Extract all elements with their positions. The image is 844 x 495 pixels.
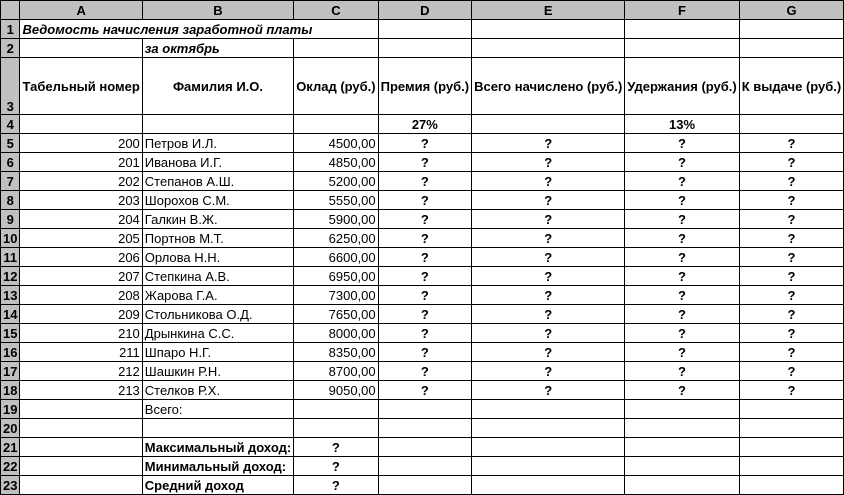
sheet-title-cell[interactable]: Ведомость начисления заработной платы [20,20,378,39]
total-cell[interactable]: ? [472,324,625,343]
salary-cell[interactable]: 4500,00 [294,134,378,153]
salary-cell[interactable]: 5550,00 [294,191,378,210]
cell[interactable] [378,457,471,476]
payout-cell[interactable]: ? [739,381,844,400]
cell[interactable] [739,20,844,39]
tab-number-cell[interactable]: 210 [20,324,142,343]
bonus-cell[interactable]: ? [378,286,471,305]
salary-cell[interactable]: 8000,00 [294,324,378,343]
total-cell[interactable]: ? [472,248,625,267]
salary-cell[interactable]: 9050,00 [294,381,378,400]
cell[interactable] [625,438,739,457]
payout-cell[interactable]: ? [739,210,844,229]
summary-row [1,457,844,476]
row-header[interactable]: 9 [1,210,20,229]
employee-name-cell[interactable]: Орлова Н.Н. [142,248,293,267]
row-header[interactable]: 20 [1,419,20,438]
cell[interactable] [472,20,625,39]
cell[interactable] [625,400,739,419]
cell[interactable] [20,39,142,58]
payout-cell[interactable]: ? [739,229,844,248]
column-header-e[interactable]: E [472,1,625,20]
bonus-cell[interactable]: ? [378,210,471,229]
tab-number-cell[interactable]: 206 [20,248,142,267]
cell[interactable] [739,438,844,457]
row-header[interactable]: 4 [1,115,20,134]
cell[interactable] [378,419,471,438]
cell[interactable] [20,115,142,134]
bonus-cell[interactable]: ? [378,324,471,343]
payout-cell[interactable]: ? [739,248,844,267]
tab-number-cell[interactable]: 212 [20,362,142,381]
salary-cell[interactable]: 6600,00 [294,248,378,267]
bonus-cell[interactable]: ? [378,381,471,400]
row-header[interactable]: 21 [1,438,20,457]
deduction-cell[interactable]: ? [625,134,739,153]
total-label-cell[interactable]: Всего: [142,400,293,419]
bonus-cell[interactable]: ? [378,153,471,172]
deduction-cell[interactable]: ? [625,305,739,324]
employee-name-cell[interactable]: Иванова И.Г. [142,153,293,172]
bonus-cell[interactable]: ? [378,362,471,381]
salary-cell[interactable]: 6950,00 [294,267,378,286]
table-row [1,153,844,172]
cell[interactable] [625,39,739,58]
bonus-cell[interactable]: ? [378,229,471,248]
cell[interactable] [294,115,378,134]
cell[interactable] [472,457,625,476]
employee-name-cell[interactable]: Галкин В.Ж. [142,210,293,229]
bonus-cell[interactable]: ? [378,191,471,210]
payout-cell[interactable]: ? [739,172,844,191]
select-all-corner[interactable] [1,1,20,20]
header-bonus[interactable]: Премия (руб.) [378,58,471,115]
table-row [1,343,844,362]
bonus-cell[interactable]: ? [378,267,471,286]
total-cell[interactable]: ? [472,267,625,286]
tab-number-cell[interactable]: 203 [20,191,142,210]
row-header[interactable]: 15 [1,324,20,343]
row-header[interactable]: 14 [1,305,20,324]
cell[interactable] [625,476,739,495]
deduction-cell[interactable]: ? [625,324,739,343]
row-header[interactable]: 17 [1,362,20,381]
table-row [1,324,844,343]
deduction-cell[interactable]: ? [625,172,739,191]
cell[interactable] [20,476,142,495]
deduction-cell[interactable]: ? [625,343,739,362]
cell[interactable] [739,457,844,476]
row-header[interactable]: 11 [1,248,20,267]
summary-row [1,438,844,457]
row-header[interactable]: 6 [1,153,20,172]
total-cell[interactable]: ? [472,210,625,229]
column-header-b[interactable]: B [142,1,293,20]
bonus-cell[interactable]: ? [378,343,471,362]
cell[interactable] [739,39,844,58]
employee-name-cell[interactable]: Степкина А.В. [142,267,293,286]
cell[interactable] [739,419,844,438]
summary-label-cell[interactable]: Средний доход [142,476,293,495]
cell[interactable] [20,457,142,476]
payout-cell[interactable]: ? [739,153,844,172]
total-cell[interactable]: ? [472,172,625,191]
cell[interactable] [472,476,625,495]
tab-number-cell[interactable]: 205 [20,229,142,248]
payout-cell[interactable]: ? [739,267,844,286]
summary-label-cell[interactable]: Минимальный доход: [142,457,293,476]
deduction-rate-cell[interactable]: 13% [625,115,739,134]
cell[interactable] [472,400,625,419]
payout-cell[interactable]: ? [739,324,844,343]
salary-cell[interactable]: 7650,00 [294,305,378,324]
payout-cell[interactable]: ? [739,305,844,324]
row-header[interactable]: 3 [1,58,20,115]
total-cell[interactable]: ? [472,134,625,153]
summary-row [1,476,844,495]
row-header[interactable]: 5 [1,134,20,153]
column-header-a[interactable]: A [20,1,142,20]
salary-cell[interactable]: 5900,00 [294,210,378,229]
table-row [1,210,844,229]
table-row [1,362,844,381]
employee-name-cell[interactable]: Жарова Г.А. [142,286,293,305]
tab-number-cell[interactable]: 207 [20,267,142,286]
cell[interactable] [142,419,293,438]
table-row [1,381,844,400]
cell[interactable] [739,476,844,495]
deduction-cell[interactable]: ? [625,381,739,400]
bonus-cell[interactable]: ? [378,172,471,191]
summary-value-cell[interactable]: ? [294,476,378,495]
salary-cell[interactable]: 6250,00 [294,229,378,248]
salary-cell[interactable]: 7300,00 [294,286,378,305]
tab-number-cell[interactable]: 202 [20,172,142,191]
table-row [1,134,844,153]
payout-cell[interactable]: ? [739,343,844,362]
cell[interactable] [378,20,471,39]
column-header-g[interactable]: G [739,1,844,20]
tab-number-cell[interactable]: 211 [20,343,142,362]
deduction-cell[interactable]: ? [625,286,739,305]
row-header[interactable]: 18 [1,381,20,400]
table-row [1,172,844,191]
bonus-rate-cell[interactable]: 27% [378,115,471,134]
row-header[interactable]: 19 [1,400,20,419]
cell[interactable] [378,400,471,419]
deduction-cell[interactable]: ? [625,229,739,248]
summary-label-cell[interactable]: Максимальный доход: [142,438,293,457]
cell[interactable] [378,476,471,495]
cell[interactable] [294,419,378,438]
cell[interactable] [625,457,739,476]
total-cell[interactable]: ? [472,191,625,210]
cell[interactable] [472,419,625,438]
header-payout[interactable]: К выдаче (руб.) [739,58,844,115]
employee-name-cell[interactable]: Шпаро Н.Г. [142,343,293,362]
cell[interactable] [472,115,625,134]
cell[interactable] [739,400,844,419]
employee-name-cell[interactable]: Стольникова О.Д. [142,305,293,324]
deduction-cell[interactable]: ? [625,267,739,286]
summary-value-cell[interactable]: ? [294,438,378,457]
tab-number-cell[interactable]: 209 [20,305,142,324]
cell[interactable] [20,438,142,457]
total-cell[interactable]: ? [472,305,625,324]
row-header[interactable]: 22 [1,457,20,476]
payout-cell[interactable]: ? [739,286,844,305]
row-header[interactable]: 7 [1,172,20,191]
employee-name-cell[interactable]: Шашкин Р.Н. [142,362,293,381]
row-header[interactable]: 13 [1,286,20,305]
column-header-f[interactable]: F [625,1,739,20]
total-cell[interactable]: ? [472,381,625,400]
cell[interactable] [739,115,844,134]
cell[interactable] [472,39,625,58]
payout-cell[interactable]: ? [739,362,844,381]
employee-name-cell[interactable]: Степанов А.Ш. [142,172,293,191]
deduction-cell[interactable]: ? [625,248,739,267]
salary-cell[interactable]: 8700,00 [294,362,378,381]
header-total[interactable]: Всего начислено (руб.) [472,58,625,115]
column-header-c[interactable]: C [294,1,378,20]
cell[interactable] [20,400,142,419]
salary-cell[interactable]: 4850,00 [294,153,378,172]
employee-name-cell[interactable]: Портнов М.Т. [142,229,293,248]
cell[interactable] [378,39,471,58]
payout-cell[interactable]: ? [739,191,844,210]
total-cell[interactable]: ? [472,286,625,305]
total-cell[interactable]: ? [472,343,625,362]
bonus-cell[interactable]: ? [378,305,471,324]
cell[interactable] [20,419,142,438]
total-cell[interactable]: ? [472,362,625,381]
row-header[interactable]: 16 [1,343,20,362]
employee-name-cell[interactable]: Петров И.Л. [142,134,293,153]
bonus-cell[interactable]: ? [378,134,471,153]
salary-cell[interactable]: 8350,00 [294,343,378,362]
payout-cell[interactable]: ? [739,134,844,153]
deduction-cell[interactable]: ? [625,191,739,210]
deduction-cell[interactable]: ? [625,362,739,381]
cell[interactable] [378,438,471,457]
column-header-d[interactable]: D [378,1,471,20]
employee-name-cell[interactable]: Стелков Р.Х. [142,381,293,400]
summary-value-cell[interactable]: ? [294,457,378,476]
table-row [1,267,844,286]
row-header[interactable]: 23 [1,476,20,495]
tab-number-cell[interactable]: 204 [20,210,142,229]
deduction-cell[interactable]: ? [625,153,739,172]
cell[interactable] [294,39,378,58]
bonus-cell[interactable]: ? [378,248,471,267]
tab-number-cell[interactable]: 213 [20,381,142,400]
table-row [1,305,844,324]
cell[interactable] [142,115,293,134]
cell[interactable] [625,419,739,438]
row-header[interactable]: 8 [1,191,20,210]
employee-name-cell[interactable]: Шорохов С.М. [142,191,293,210]
table-row [1,248,844,267]
cell[interactable] [294,400,378,419]
deduction-cell[interactable]: ? [625,210,739,229]
sheet-subtitle-cell[interactable]: за октябрь [142,39,293,58]
row-header[interactable]: 1 [1,20,20,39]
cell[interactable] [472,438,625,457]
table-row [1,191,844,210]
table-row [1,229,844,248]
cell[interactable] [625,20,739,39]
table-row [1,286,844,305]
total-cell[interactable]: ? [472,153,625,172]
row-header[interactable]: 12 [1,267,20,286]
header-salary[interactable]: Оклад (руб.) [294,58,378,115]
header-tab-number[interactable]: Табельный номер [20,58,142,115]
total-cell[interactable]: ? [472,229,625,248]
tab-number-cell[interactable]: 200 [20,134,142,153]
tab-number-cell[interactable]: 208 [20,286,142,305]
employee-name-cell[interactable]: Дрынкина С.С. [142,324,293,343]
header-name[interactable]: Фамилия И.О. [142,58,293,115]
row-header[interactable]: 10 [1,229,20,248]
tab-number-cell[interactable]: 201 [20,153,142,172]
salary-cell[interactable]: 5200,00 [294,172,378,191]
header-deduction[interactable]: Удержания (руб.) [625,58,739,115]
row-header[interactable]: 2 [1,39,20,58]
